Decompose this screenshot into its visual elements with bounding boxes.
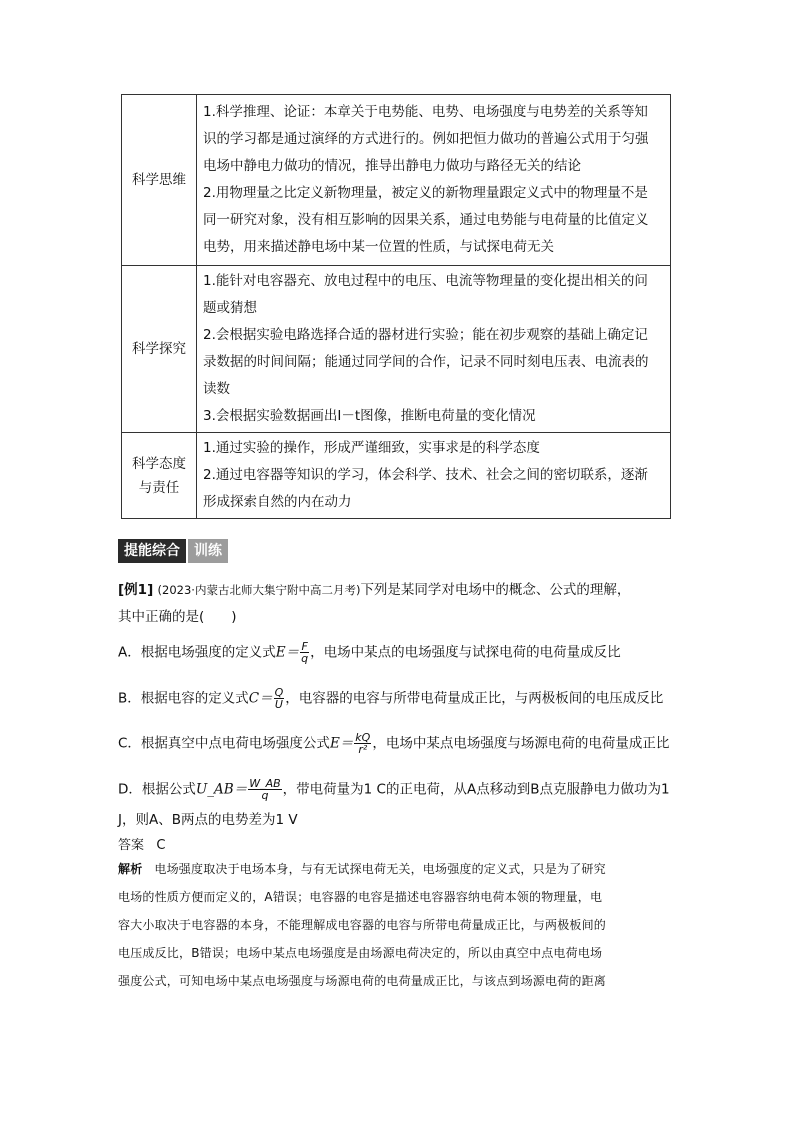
content-line: 1.通过实验的操作，形成严谨细致，实事求是的科学态度 <box>203 440 540 456</box>
content-line: 2.会根据实验电路选择合适的器材进行实验；能在初步观察的基础上确定记 <box>203 327 648 343</box>
fraction-numerator: F <box>301 640 308 653</box>
fraction-denominator: r² <box>358 743 368 756</box>
table-row <box>122 266 671 433</box>
content-line: 3.会根据实验数据画出I－t图像，推断电荷量的变化情况 <box>203 408 536 424</box>
content-line: 1.能针对电容器充、放电过程中的电压、电流等物理量的变化提出相关的问 <box>203 273 648 289</box>
content-line: 1.科学推理、论证：本章关于电势能、电势、电场强度与电势差的关系等知 <box>203 104 648 120</box>
category-label: 科学探究 <box>132 341 186 357</box>
option-d-text: ，带电荷量为1 C的正电荷，从A点移动到B点克服静电力做功为1 <box>282 781 670 798</box>
category-label: 科学态度 <box>132 455 186 472</box>
content-line: 2.用物理量之比定义新物理量，被定义的新物理量跟定义式中的物理量不是 <box>203 185 648 201</box>
option-b-lhs: C＝ <box>248 690 273 707</box>
answer <box>118 836 166 856</box>
content-line: 录数据的时间间隔；能通过同学间的合作，记录不同时刻电压表、电流表的 <box>203 354 649 370</box>
section-title-main: 提能综合 <box>118 539 186 563</box>
analysis-line: 电场的性质方便而定义的，A错误；电容器的电容是描述电容器容纳电荷本领的物理量，电 <box>118 890 603 904</box>
option-d <box>118 778 670 801</box>
literacy-table <box>121 94 671 519</box>
fraction-numerator: W_AB <box>249 777 281 790</box>
content-line: 电场中静电力做功的情况，推导出静电力做功与路径无关的结论 <box>203 158 581 174</box>
category-label: 科学思维 <box>132 172 186 188</box>
analysis-line: 电压成反比，B错误；电场中某点电场强度是由场源电荷决定的，所以由真空中点电荷电场 <box>118 946 603 960</box>
fraction-denominator: U <box>274 698 283 711</box>
fraction-numerator: kQ <box>355 731 371 744</box>
content-line: 形成探索自然的内在动力 <box>203 494 352 510</box>
content-line: 题或猜想 <box>203 300 257 316</box>
content-line: 2.通过电容器等知识的学习，体会科学、技术、社会之间的密切联系，逐渐 <box>203 467 648 483</box>
table-row <box>122 433 671 519</box>
analysis-text: 电场强度取决于电场本身，与有无试探电荷无关，电场强度的定义式，只是为了研究 <box>154 862 606 876</box>
fraction-denominator: q <box>301 652 309 665</box>
option-a-text: ，电场中某点的电场强度与试探电荷的电荷量成反比 <box>310 644 621 661</box>
option-c <box>118 732 669 755</box>
category-label: 与责任 <box>138 479 180 496</box>
answer-value: C <box>156 838 166 853</box>
option-a-prefix: A．根据电场强度的定义式 <box>118 644 276 661</box>
example-source: (2023·内蒙古北师大集宁附中高二月考) <box>157 583 361 597</box>
option-b-fraction <box>274 687 285 710</box>
option-b-text: ，电容器的电容与所带电荷量成正比，与两极板间的电压成反比 <box>285 690 664 707</box>
analysis-line <box>118 861 606 877</box>
table-row <box>122 95 671 266</box>
option-c-fraction <box>354 732 371 755</box>
answer-label: 答案 <box>118 838 145 853</box>
option-d-lhs: U_AB＝ <box>195 781 248 798</box>
analysis-line: 容大小取决于电容器的本身，不能理解成电容器的电容与所带电荷量成正比，与两极板间的 <box>118 918 607 932</box>
content-cell <box>197 266 671 433</box>
section-header <box>118 539 228 563</box>
content-cell <box>197 433 671 519</box>
content-line: 读数 <box>203 381 230 397</box>
example-label: [例1] <box>118 582 154 598</box>
analysis-label: 解析 <box>118 862 143 876</box>
option-d-fraction <box>248 778 281 801</box>
example-stem-line2: 其中正确的是( ) <box>118 609 237 625</box>
category-cell <box>122 433 197 519</box>
fraction-denominator: q <box>261 789 269 802</box>
option-b <box>118 687 663 710</box>
option-a <box>118 641 621 664</box>
option-c-prefix: C．根据真空中点电荷电场强度公式 <box>118 735 330 752</box>
option-c-lhs: E＝ <box>329 735 354 752</box>
option-d-line2: J，则A、B两点的电势差为1 V <box>118 812 298 828</box>
example-stem-text: 下列是某同学对电场中的概念、公式的理解， <box>360 582 631 598</box>
content-line: 识的学习都是通过演绎的方式进行的。例如把恒力做功的普遍公式用于匀强 <box>203 131 649 147</box>
category-cell <box>122 266 197 433</box>
analysis-line: 强度公式，可知电场中某点电场强度与场源电荷的电荷量成正比，与该点到场源电荷的距离 <box>118 974 607 988</box>
option-a-lhs: E＝ <box>275 644 300 661</box>
content-line: 电势，用来描述静电场中某一位置的性质，与试探电荷无关 <box>203 239 554 255</box>
section-title-sub: 训练 <box>188 539 228 563</box>
option-d-prefix: D．根据公式 <box>118 781 196 798</box>
fraction-numerator: Q <box>274 686 284 699</box>
option-b-prefix: B．根据电容的定义式 <box>118 690 249 707</box>
option-a-fraction <box>300 641 309 664</box>
option-c-text: ，电场中某点电场强度与场源电荷的电荷量成正比 <box>372 735 670 752</box>
example-stem <box>118 580 630 600</box>
category-cell <box>122 95 197 266</box>
content-line: 同一研究对象，没有相互影响的因果关系，通过电势能与电荷量的比值定义 <box>203 212 649 228</box>
content-cell <box>197 95 671 266</box>
